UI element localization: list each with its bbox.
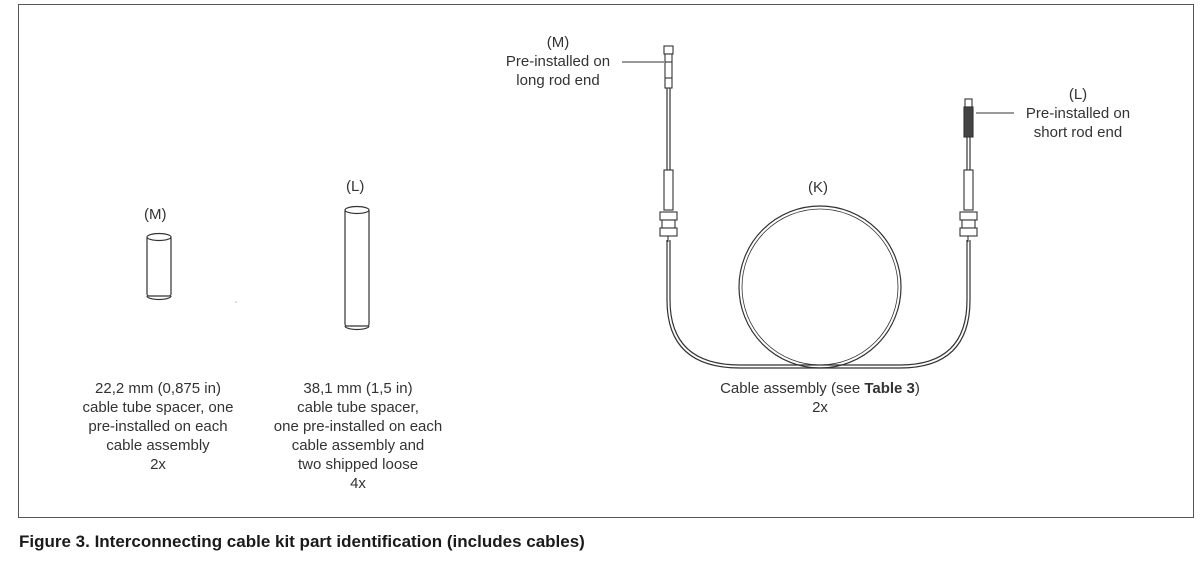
l-spacer-desc-line: cable tube spacer, — [297, 399, 419, 416]
cable-desc-suffix: ) — [914, 380, 920, 397]
short-rod-end-fitting — [960, 99, 977, 242]
m-spacer-desc-line: 22,2 mm (0,875 in) — [95, 380, 221, 397]
m-spacer-desc-line: cable assembly — [106, 437, 210, 454]
table-3-reference: Table 3 — [864, 380, 915, 397]
m-spacer-desc-line: cable tube spacer, one — [82, 399, 234, 416]
l-callout-tag: (L) — [1068, 86, 1088, 103]
m-spacer-tube — [147, 234, 171, 300]
m-callout-line: long rod end — [516, 72, 600, 89]
l-spacer-desc-line: cable assembly and — [291, 437, 425, 454]
figure-caption: Figure 3. Interconnecting cable kit part identification (includes cables) — [19, 532, 585, 551]
m-spacer-quantity: 2x — [150, 456, 166, 473]
cable-desc-prefix: Cable assembly (see — [720, 380, 865, 397]
l-spacer-desc-line: one pre-installed on each — [273, 418, 443, 435]
m-callout-tag: (M) — [546, 34, 570, 51]
l-callout-line: short rod end — [1033, 124, 1123, 141]
l-spacer-desc-line: 38,1 mm (1,5 in) — [303, 380, 413, 397]
m-spacer-description — [58, 379, 258, 474]
cable-quantity: 2x — [812, 399, 828, 416]
l-callout-line: Pre-installed on — [1025, 105, 1131, 122]
cable-assembly — [667, 60, 970, 368]
cable-tag: (K) — [808, 179, 828, 196]
cable-description — [680, 379, 960, 417]
l-callout — [1016, 85, 1140, 142]
l-spacer-tag: (L) — [346, 178, 365, 195]
m-spacer-desc-line: pre-installed on each — [88, 418, 228, 435]
m-spacer-tag: (M) — [144, 206, 167, 223]
m-callout-line: Pre-installed on — [505, 53, 611, 70]
l-spacer-description — [253, 379, 463, 493]
l-spacer-quantity: 4x — [350, 475, 366, 492]
l-spacer-tube — [345, 207, 369, 330]
long-rod-end-fitting — [660, 46, 677, 242]
l-spacer-desc-line: two shipped loose — [297, 456, 419, 473]
cable-desc-line — [680, 379, 960, 398]
m-callout — [496, 33, 620, 90]
